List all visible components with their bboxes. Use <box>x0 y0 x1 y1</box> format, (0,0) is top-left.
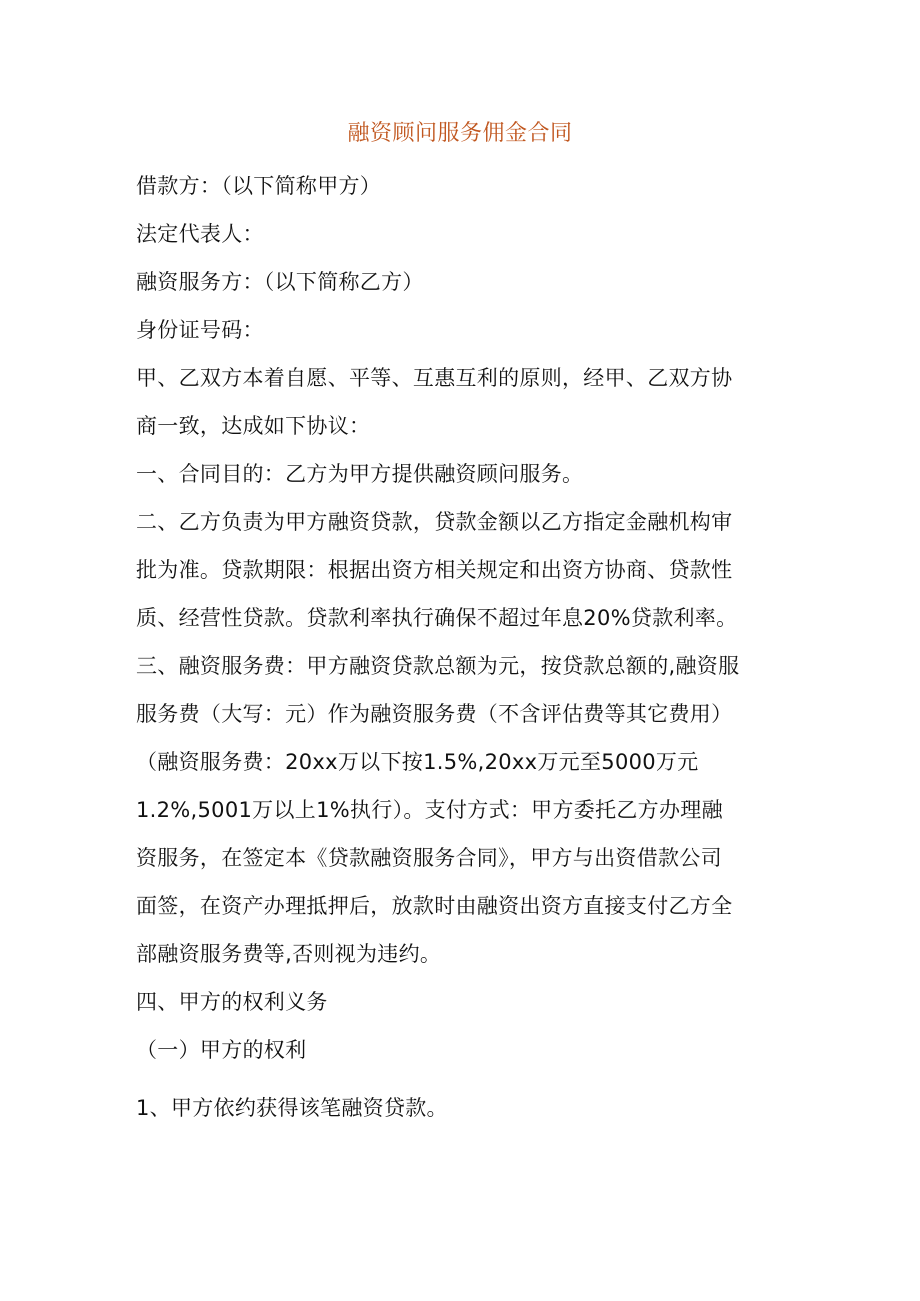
clause-3-line-7: 部融资服务费等,否则视为违约。 <box>136 942 442 966</box>
clause-3-line-4: 1.2%,5001万以上1%执行）。支付方式：甲方委托乙方办理融 <box>136 798 723 822</box>
clause-3-line-5: 资服务，在签定本《贷款融资服务合同》，甲方与出资借款公司 <box>136 846 722 870</box>
party-a-right-1: 1、甲方依约获得该笔融资贷款。 <box>136 1096 448 1120</box>
clause-4-heading: 四、甲方的权利义务 <box>136 990 328 1014</box>
clause-3-line-2: 服务费（大写：元）作为融资服务费（不含评估费等其它费用） <box>136 702 733 726</box>
preamble-line-1: 甲、乙双方本着自愿、平等、互惠互利的原则，经甲、乙双方协 <box>136 366 733 390</box>
document-title: 融资顾问服务佣金合同 <box>347 121 573 146</box>
clause-2-line-3: 质、经营性贷款。贷款利率执行确保不超过年息20%贷款利率。 <box>136 606 738 630</box>
clause-1-line: 一、合同目的：乙方为甲方提供融资顾问服务。 <box>136 462 584 486</box>
document-body <box>136 166 796 1136</box>
clause-3-line-1: 三、融资服务费：甲方融资贷款总额为元，按贷款总额的,融资服 <box>136 654 740 678</box>
service-provider-line: 融资服务方：（以下简称乙方） <box>136 270 424 294</box>
clause-2-line-1: 二、乙方负责为甲方融资贷款，贷款金额以乙方指定金融机构审 <box>136 510 733 534</box>
clause-2-line-2: 批为准。贷款期限：根据出资方相关规定和出资方协商、贷款性 <box>136 558 733 582</box>
party-a-rights-heading: （一）甲方的权利 <box>136 1038 307 1062</box>
id-number-line: 身份证号码： <box>136 318 264 342</box>
preamble-line-2: 商一致，达成如下协议： <box>136 414 371 438</box>
borrower-line: 借款方：（以下简称甲方） <box>136 174 382 198</box>
clause-3-line-6: 面签，在资产办理抵押后，放款时由融资出资方直接支付乙方全 <box>136 894 733 918</box>
legal-representative-line: 法定代表人： <box>136 222 264 246</box>
clause-3-line-3: （融资服务费：20xx万以下按1.5%,20xx万元至5000万元 <box>136 750 699 774</box>
